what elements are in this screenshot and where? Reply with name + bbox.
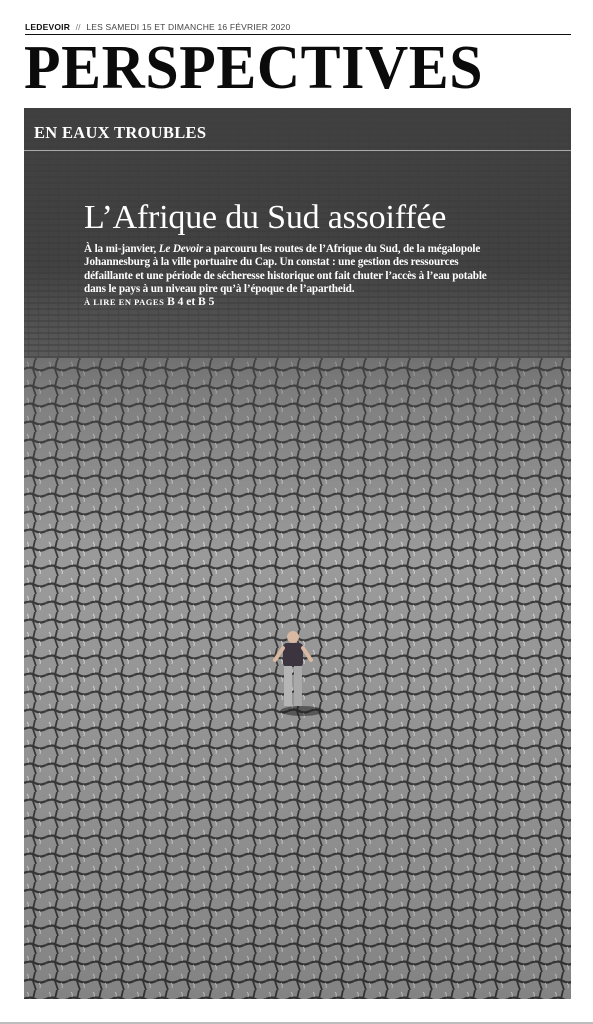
deck-publication-name: Le Devoir (158, 243, 204, 255)
cracked-earth-photo (24, 108, 571, 999)
issue-date: LES SAMEDI 15 ET DIMANCHE 16 FÉVRIER 2020 (86, 22, 291, 32)
read-more-prefix: À LIRE EN PAGES (84, 297, 165, 307)
read-more-link[interactable] (84, 296, 214, 308)
deck-body: a parcouru les routes de l’Afrique du Sud, de la mégalopole Johannesburg à la ville portuaire du Cap. Un constat : une gestion des ressources défaillante et une période de sécheresse historique ont fait chuter l’accès à l’eau potable dans le pays à un niveau pire qu’à l’époque de l’apartheid. (84, 243, 487, 295)
newspaper-brand: LEDEVOIR (25, 22, 71, 32)
feature-headline: L’Afrique du Sud assoiffée (84, 199, 447, 236)
cover-photo (24, 108, 571, 999)
read-more-pages: B 4 et B 5 (167, 296, 215, 308)
feature-deck (84, 243, 509, 296)
section-title: PERSPECTIVES (24, 34, 484, 102)
feature-rubric: EN EAUX TROUBLES (34, 123, 207, 142)
masthead-separator: // (75, 22, 81, 32)
rubric-divider (24, 150, 571, 151)
deck-intro: À la mi-janvier, (84, 243, 159, 255)
